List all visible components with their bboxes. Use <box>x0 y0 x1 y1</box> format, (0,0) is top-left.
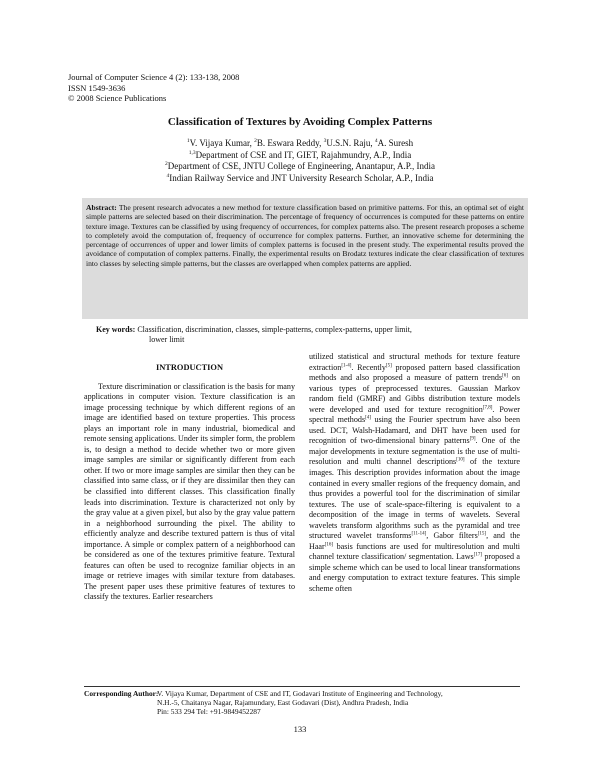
citation: [5] <box>385 362 392 368</box>
citation: [9] <box>469 436 476 442</box>
section-heading-introduction: INTRODUCTION <box>155 363 223 372</box>
right-column <box>309 352 520 595</box>
journal-issn: ISSN 1549-3636 <box>68 82 126 93</box>
corresponding-line-3: Pin: 533 294 Tel: +91-9849452287 <box>157 707 261 717</box>
abstract-box <box>82 198 528 319</box>
affiliation-3: $^4$Indian Railway Service and JNT University Research Scholar, A.P., India <box>166 172 434 183</box>
citation: [11-14] <box>411 531 427 537</box>
journal-copyright: © 2008 Science Publications <box>68 93 167 103</box>
affiliation-2: $^2$Department of CSE, JNTU College of Engineering, Anantapur, A.P., India <box>164 161 436 171</box>
abstract-label: Abstract: <box>86 203 117 212</box>
author-3: U.S.N. Raju, <box>326 138 375 148</box>
journal-header <box>68 72 239 104</box>
footnote-divider <box>84 686 520 687</box>
corresponding-line-1: V. Vijaya Kumar, Department of CSE and IT, Godavari Institute of Engineering and Technology, <box>157 689 443 698</box>
citation: [7,8] <box>482 405 493 411</box>
corresponding-author-label: Corresponding Author: <box>84 689 159 698</box>
author-1: V. Vijaya Kumar, <box>189 138 255 148</box>
journal-citation: Journal of Computer Science 4 (2): 133-138, 2008 <box>68 72 240 82</box>
corresponding-line-2: N.H.-5, Chaitanya Nagar, Rajamundary, East Godavari (Dist), Andhra Pradesh, India <box>157 698 409 708</box>
citation: [1-4] <box>341 362 352 368</box>
author-block <box>0 138 600 184</box>
affiliation-1: $^{1,3}$Department of CSE and IT, GIET, Rajahmundry, A.P., India <box>188 149 412 160</box>
left-column <box>84 354 295 603</box>
keywords-label: Key words: <box>96 325 136 334</box>
page-number: 133 <box>293 724 307 734</box>
right-column-paragraph: utilized statistical and structural methods for texture feature extraction[1-4]. Recently[5] proposed pattern based classification methods and also proposed a measure of pattern trends[6] on various types of preprocessed textures. Gaussian Markov random field (GMRF) and Gibbs distribution texture models were developed and used for texture recognition[7,8]. Power spectral methods[4] using the Fourier spectrum have also been used. DCT, Walsh-Hadamard, and DHT have been used for recognition of two-dimensional binary patterns[9]. One of the major developments in texture segmentation is the use of multi-resolution and multi channel descriptions[10] of the texture images. This description provides information about the image contained in every smaller regions of the frequency domain, and thus provides a powerful tool for the discrimination of similar textures. The use of scale-space-filtering is equivalent to a decomposition of the image in terms of wavelets. Several wavelets transform algorithms such as the pyramidal and tree structured wavelet transforms[11-14], Gabor filters[15], and the Haar[16] basis functions are used for multiresolution and multi channel texture classification/ segmentation. Laws[17] proposed a simple scheme which can be used to local linear transformations and energy computation to extract texture features. This simple scheme often <box>309 352 520 594</box>
abstract-text: The present research advocates a new method for texture classification based on primitive patterns. For this, an optimal set of eight simple patterns are selected based on their discrimination. The percentage of frequency of occurrences is computed for these patterns on entire texture image. Textures can be classified by using frequency of occurrences, for complex patterns also. The present research proposes a scheme to completely avoid the computation of, frequency of occurrence for complex patterns. Further, an innovative scheme for determining the percentage of occurrences of upper and lower limits of complex patterns is focused in the present study. The experimental results proved the avoidance of computation of complex patterns. Finally, the experimental results on Brodatz textures indicate the clear classification of textures into classes by selecting simple patterns, but the classes are overlapped when complex patterns are applied. <box>86 203 524 268</box>
keywords <box>96 325 516 345</box>
corresponding-author <box>84 689 520 717</box>
author-list: $^1$V. Vijaya Kumar, $^2$B. Eswara Reddy, $^3$U.S.N. Raju, $^4$A. Suresh <box>186 138 414 148</box>
citation: [15] <box>477 531 487 537</box>
intro-paragraph: Texture discrimination or classification is the basis for many applications in computer vision. Texture classification is an image processing technique by which different regions of an image are identified based on texture properties. This process plays an important role in many industrial, biomedical and remote sensing applications. Under its simpler form, the problem is, to design a method to decide whether two or more given image samples are similar or significantly different from each other. If two or more image samples are similar then they can be classified into same class, or if they are dissimilar then they can be classified into different classes. This classification finally leads into discrimination. Texture is characterized not only by the gray value at a given pixel, but also by the gray value pattern in a neighborhood surrounding the pixel. The ability to efficiently analyze and describe textured pattern is thus of vital importance. A simple or complex pattern of a neighborhood can be considered as one of the textures primitive feature. Textural features can often be used to recognize familiar objects in an image or retrieve images with similar texture from databases. The present paper uses these primitive features of textures to classify the textures. Earlier researchers <box>84 381 295 602</box>
author-2: B. Eswara Reddy, <box>256 138 324 148</box>
keywords-text-2: lower limit <box>149 335 185 344</box>
keywords-text-1: Classification, discrimination, classes, simple-patterns, complex-patterns, upper limit, <box>137 325 412 334</box>
paper-title: Classification of Textures by Avoiding Complex Patterns <box>167 116 433 128</box>
author-4: A. Suresh <box>377 138 414 148</box>
citation: [6] <box>502 373 508 379</box>
citation: [10] <box>456 457 465 463</box>
citation: [4] <box>365 415 371 421</box>
citation: [16] <box>324 542 334 548</box>
citation: [17] <box>473 552 483 558</box>
